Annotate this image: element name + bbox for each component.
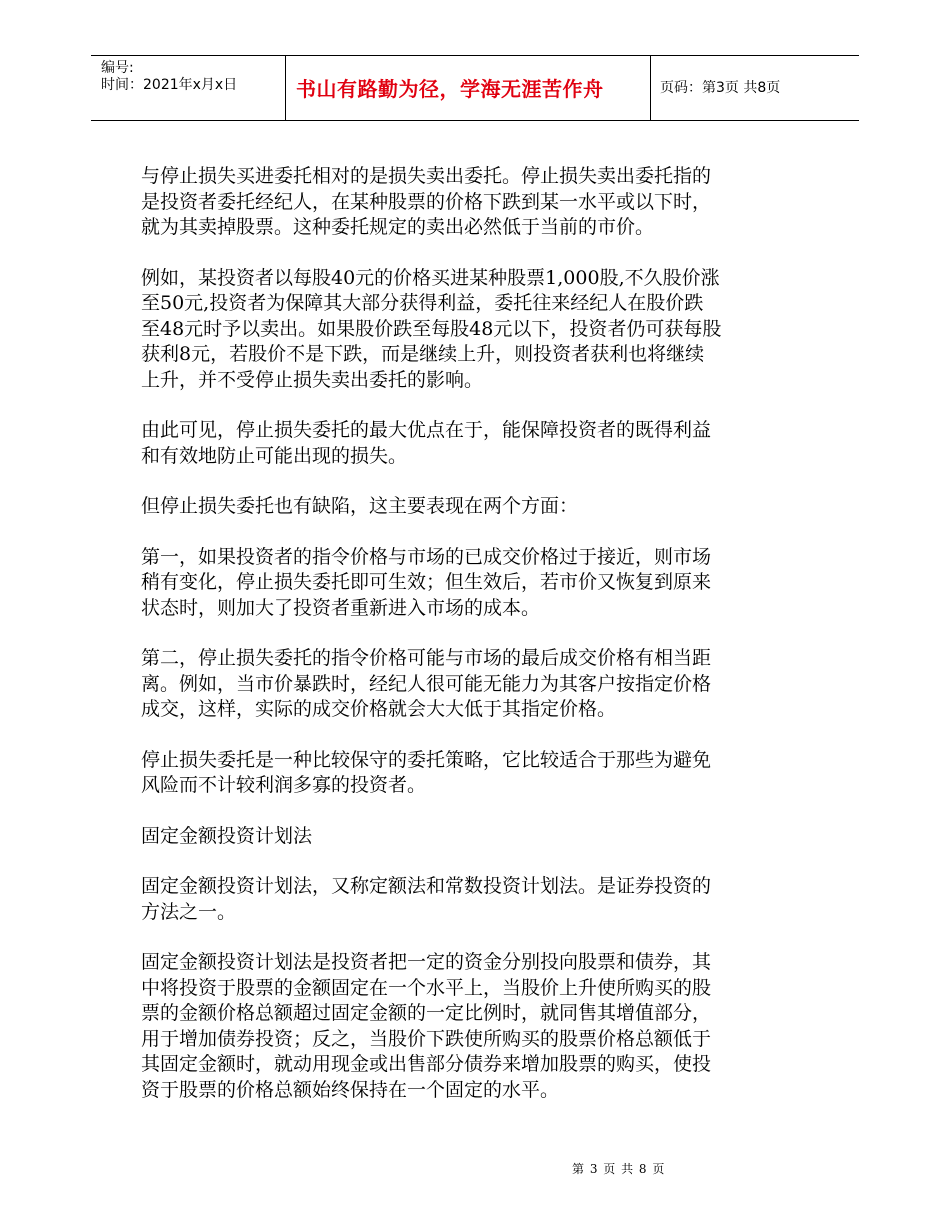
header-divider-right	[650, 56, 651, 120]
paragraph: 例如，某投资者以每股40元的价格买进某种股票1,000股,不久股价涨 至50元,投资者为保障其大部分获得利益，委托往来经纪人在股价跌 至48元时予以卖出。如果股价跌至每股48元以下，投资者仍可获每股 获利8元，若股价不是下跌，而是继续上升，则投资者获利也将继续 上升，并不受停止损失卖出委托的影响。	[141, 266, 722, 391]
header-number-label: 编号:	[101, 60, 134, 76]
header-divider-left	[285, 56, 286, 120]
paragraph: 与停止损失买进委托相对的是损失卖出委托。停止损失卖出委托指的 是投资者委托经纪人，在某种股票的价格下跌到某一水平或以下时， 就为其卖掉股票。这种委托规定的卖出必然低于当前的市价。	[141, 165, 712, 238]
paragraph: 第二，停止损失委托的指令价格可能与市场的最后成交价格有相当距 离。例如，当市价暴跌时，经纪人很可能无能力为其客户按指定价格 成交，这样，实际的成交价格就会大大低于其指定价格。	[141, 647, 712, 720]
header-time-label: 时间：2021年x月x日	[101, 77, 238, 93]
header-top-rule	[91, 55, 859, 56]
paragraph: 停止损失委托是一种比较保守的委托策略，它比较适合于那些为避免 风险而不计较利润多寡的投资者。	[141, 748, 712, 796]
document-body	[141, 164, 817, 1128]
header-bottom-rule	[91, 120, 859, 121]
section-heading: 固定金额投资计划法	[141, 824, 313, 847]
footer-page-number: 第 3 页 共 8 页	[572, 1162, 666, 1176]
paragraph: 固定金额投资计划法是投资者把一定的资金分别投向股票和债券，其 中将投资于股票的金额固定在一个水平上，当股价上升使所购买的股 票的金额价格总额超过固定金额的一定比例时，就同售其增值部分， 用于增加债券投资；反之，当股价下跌使所购买的股票价格总额低于 其固定金额时，就动用现金或出售部分债券来增加股票的购买，使投 资于股票的价格总额始终保持在一个固定的水平。	[141, 951, 712, 1101]
header-motto: 书山有路勤为径，学海无涯苦作舟	[296, 77, 604, 101]
paragraph: 固定金额投资计划法，又称定额法和常数投资计划法。是证券投资的 方法之一。	[141, 875, 712, 923]
header-page-label: 页码：第3页 共8页	[660, 80, 781, 96]
paragraph: 由此可见，停止损失委托的最大优点在于，能保障投资者的既得利益 和有效地防止可能出现的损失。	[141, 419, 712, 467]
paragraph: 但停止损失委托也有缺陷，这主要表现在两个方面：	[141, 495, 579, 517]
paragraph: 第一，如果投资者的指令价格与市场的已成交价格过于接近，则市场 稍有变化，停止损失委托即可生效；但生效后，若市价又恢复到原来 状态时，则加大了投资者重新进入市场的成本。	[141, 545, 712, 619]
